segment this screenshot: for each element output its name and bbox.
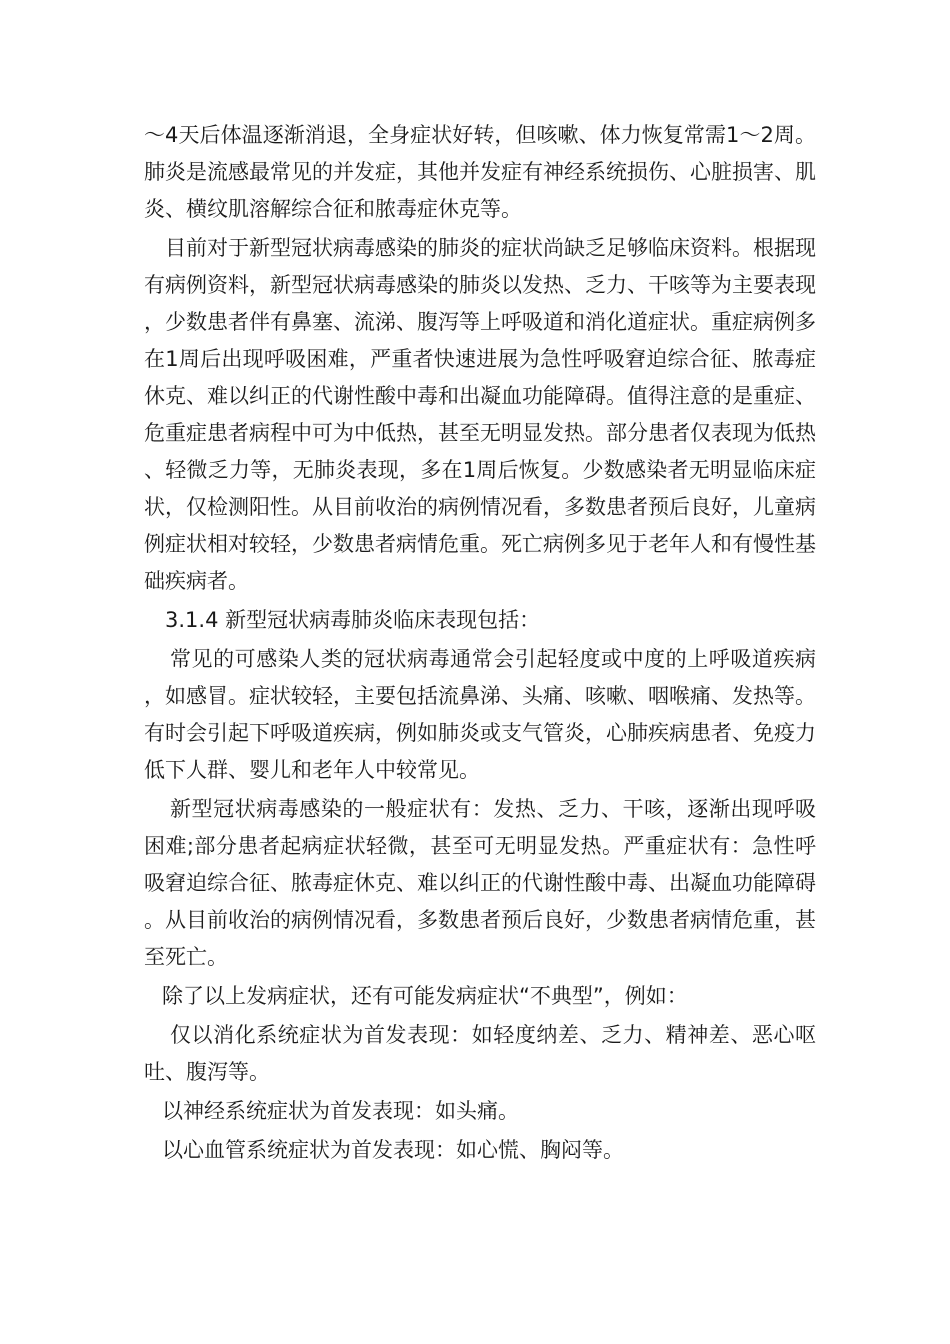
paragraph-general-symptoms: 新型冠状病毒感染的一般症状有：发热、乏力、干咳，逐渐出现呼吸困难;部分患者起病症状轻微，甚至可无明显发热。严重症状有：急性呼吸窘迫综合征、脓毒症休克、难以纠正的代谢性酸中毒、出凝血功能障碍。从目前收治的病例情况看，多数患者预后良好，少数患者病情危重，甚至死亡。 [144, 797, 816, 969]
paragraph-digestive-symptoms: 仅以消化系统症状为首发表现：如轻度纳差、乏力、精神差、恶心呕吐、腹泻等。 [144, 1023, 816, 1084]
paragraph-cardio-symptoms: 以心血管系统症状为首发表现：如心慌、胸闷等。 [162, 1138, 624, 1162]
paragraph-ncov-pneumonia-symptoms: 目前对于新型冠状病毒感染的肺炎的症状尚缺乏足够临床资料。根据现有病例资料，新型冠状病毒感染的肺炎以发热、乏力、干咳等为主要表现，少数患者伴有鼻塞、流涕、腹泻等上呼吸道和消化道症状。重症病例多在1周后出现呼吸困难，严重者快速进展为急性呼吸窘迫综合征、脓毒症休克、难以纠正的代谢性酸中毒和出凝血功能障碍。值得注意的是重症、危重症患者病程中可为中低热，甚至无明显发热。部分患者仅表现为低热、轻微乏力等，无肺炎表现，多在1周后恢复。少数感染者无明显临床症状，仅检测阳性。从目前收治的病例情况看，多数患者预后良好，儿童病例症状相对较轻，少数患者病情危重。死亡病例多见于老年人和有慢性基础疾病者。 [144, 236, 816, 593]
paragraph-common-coronavirus: 常见的可感染人类的冠状病毒通常会引起轻度或中度的上呼吸道疾病，如感冒。症状较轻，主要包括流鼻涕、头痛、咳嗽、咽喉痛、发热等。有时会引起下呼吸道疾病，例如肺炎或支气管炎，心肺疾病患者、免疫力低下人群、婴儿和老年人中较常见。 [144, 647, 816, 782]
paragraph-neuro-symptoms: 以神经系统症状为首发表现：如头痛。 [162, 1099, 519, 1123]
paragraph-fever-recovery: ～4天后体温逐渐消退，全身症状好转，但咳嗽、体力恢复常需1～2周。肺炎是流感最常见的并发症，其他并发症有神经系统损伤、心脏损害、肌炎、横纹肌溶解综合征和脓毒症休克等。 [144, 123, 816, 221]
paragraph-atypical-intro: 除了以上发病症状，还有可能发病症状“不典型”，例如： [162, 984, 688, 1008]
section-heading-3-1-4: 3.1.4 新型冠状病毒肺炎临床表现包括： [165, 608, 541, 632]
document-body [144, 117, 816, 1169]
